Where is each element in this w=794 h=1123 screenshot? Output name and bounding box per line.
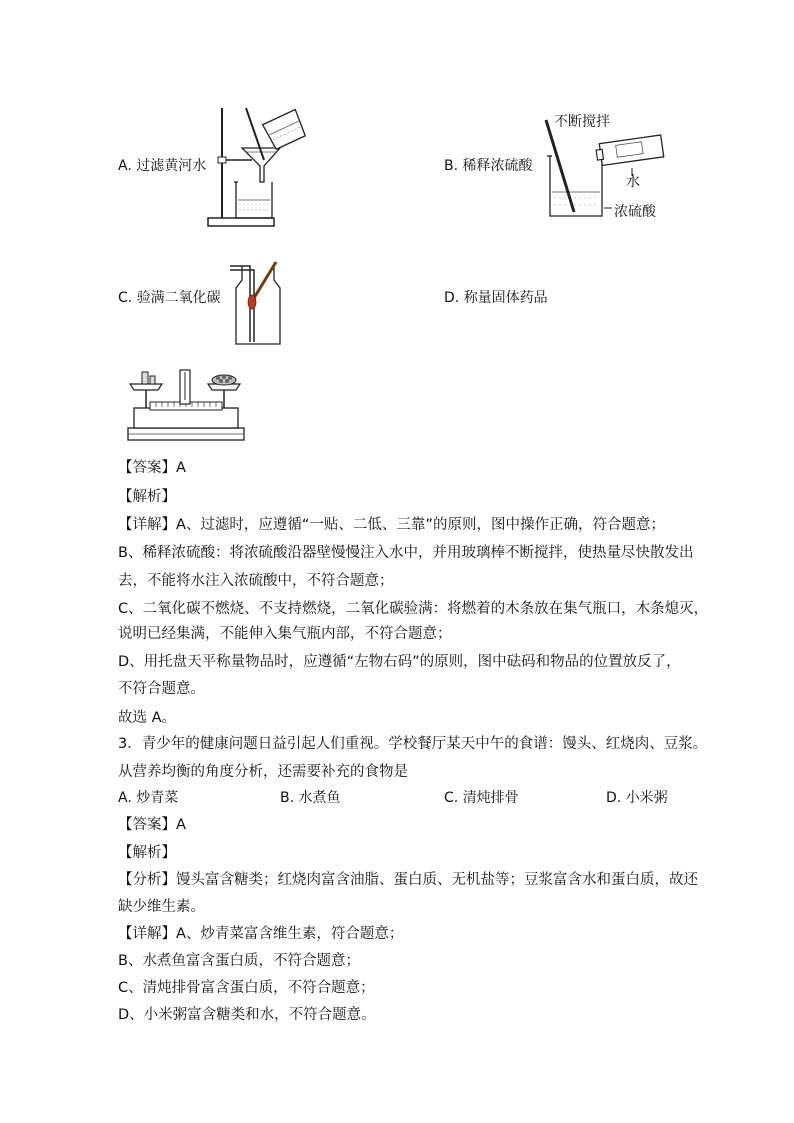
q3-analysis-line: 【详解】A、炒青菜富含维生素，符合题意； [118,926,404,942]
co2-test-figure [228,256,288,346]
q2-analysis-line: D、用托盘天平称量物品时，应遵循“左物右码”的原则，图中砝码和物品的位置放反了， [118,654,681,670]
q3-analysis-line: 【分析】馒头富含糖类；红烧肉富含油脂、蛋白质、无机盐等；豆浆富含水和蛋白质，故还 [118,872,698,888]
option-text: 清炖排骨 [462,790,519,806]
q3-stem-line: 从营养均衡的角度分析，还需要补充的食物是 [118,764,408,780]
water-label: 水 [626,174,640,190]
q2-option-c [118,288,221,308]
q3-analysis-line: D、小米粥富含糖类和水，不符合题意。 [118,1007,376,1023]
q3-answer: 【答案】A [118,817,186,833]
option-text: 称量固体药品 [463,290,548,306]
option-letter: A. [118,790,132,806]
option-letter: C. [444,790,459,806]
q3-option-c [444,788,519,808]
q2-analysis-line: C、二氧化碳不燃烧、不支持燃烧，二氧化碳验满：将燃着的木条放在集气瓶口，木条熄灭， [118,601,709,617]
option-text: 水煮鱼 [298,790,341,806]
balance-figure [124,364,248,444]
stir-label: 不断搅拌 [554,114,610,130]
option-letter: B. [444,158,459,174]
option-letter: D. [606,790,622,806]
q3-analysis-line: B、水煮鱼富含蛋白质，不符合题意； [118,953,360,969]
option-text: 稀释浓硫酸 [462,158,533,174]
q2-conclusion: 故选 A。 [118,710,177,726]
q2-analysis-line: 不符合题意。 [118,681,205,697]
q2-option-d [444,288,548,308]
q2-analysis-line: 【详解】A、过滤时，应遵循“一贴、二低、三靠”的原则，图中操作正确，符合题意； [118,517,665,533]
option-text: 验满二氧化碳 [136,290,221,306]
option-text: 小米粥 [625,790,668,806]
option-letter: C. [118,290,133,306]
q2-analysis-line: B、稀释浓硫酸：将浓硫酸沿器壁慢慢注入水中，并用玻璃棒不断搅拌，使热量尽快散发出 [118,545,694,561]
q2-answer: 【答案】A [118,460,186,476]
option-letter: D. [444,290,460,306]
q3-option-a [118,788,178,808]
q3-option-d [606,788,668,808]
q3-analysis-line: 缺少维生素。 [118,899,205,915]
q2-option-b [444,156,533,176]
q2-analysis-line: 说明已经集满，不能伸入集气瓶内部，不符合题意； [118,626,452,642]
option-text: 过滤黄河水 [136,158,207,174]
q2-analysis-heading: 【解析】 [118,489,176,505]
q3-stem-line: 3．青少年的健康问题日益引起人们重视。学校餐厅某天中午的食谱：馒头、红烧肉、豆浆。 [118,736,708,752]
option-letter: B. [280,790,295,806]
q3-option-b [280,788,341,808]
q3-analysis-line: C、清炖排骨富含蛋白质，不符合题意； [118,980,375,996]
option-text: 炒青菜 [136,790,179,806]
q3-analysis-heading: 【解析】 [118,845,176,861]
q2-analysis-line: 去，不能将水注入浓硫酸中，不符合题意； [118,573,394,589]
q2-option-a [118,156,206,176]
acid-label: 浓硫酸 [614,204,656,220]
option-letter: A. [118,158,132,174]
filtration-figure [206,104,306,230]
